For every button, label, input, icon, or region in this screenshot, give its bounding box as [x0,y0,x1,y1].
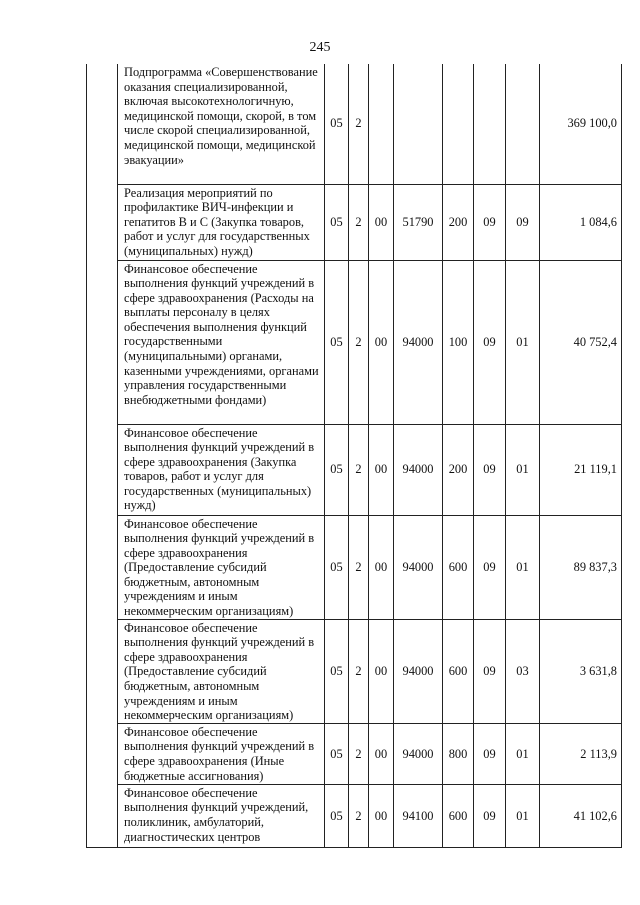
cell-program: 05 [325,723,349,784]
page-number: 245 [309,40,331,55]
cell-expense-type: 200 [443,424,474,515]
cell-subprogram: 2 [349,424,369,515]
cell-code: 00 [369,784,394,847]
cell-subsection: 01 [506,260,540,424]
cell-direction: 94000 [394,619,443,723]
row-description: Финансовое обеспечение выполнения функций учреждений, поликлиник, амбулаторий, диагностических центров [118,784,325,847]
table-row [87,184,622,260]
cell-subprogram: 2 [349,784,369,847]
cell-direction: 94000 [394,515,443,619]
cell-subprogram: 2 [349,260,369,424]
cell-code: 00 [369,424,394,515]
cell-section: 09 [474,515,506,619]
cell-subsection: 01 [506,784,540,847]
row-description: Финансовое обеспечение выполнения функций учреждений в сфере здравоохранения (Предоставление субсидий бюджетным, автономным учреждениям и иным некоммерческим организациям) [118,619,325,723]
cell-program: 05 [325,64,349,184]
cell-amount: 21 119,1 [540,424,622,515]
budget-table [86,64,622,848]
cell-section: 09 [474,184,506,260]
cell-expense-type: 100 [443,260,474,424]
cell-expense-type: 600 [443,515,474,619]
table-row [87,260,622,424]
cell-direction: 94000 [394,424,443,515]
cell-section: 09 [474,723,506,784]
cell-subsection: 01 [506,515,540,619]
table-row [87,515,622,619]
cell-subsection: 03 [506,619,540,723]
cell-code: 00 [369,515,394,619]
table-row [87,723,622,784]
cell-amount: 2 113,9 [540,723,622,784]
cell-code [369,64,394,184]
cell-subprogram: 2 [349,619,369,723]
cell-program: 05 [325,515,349,619]
cell-expense-type: 600 [443,619,474,723]
cell-code: 00 [369,184,394,260]
cell-program: 05 [325,260,349,424]
cell-section [474,64,506,184]
cell-expense-type [443,64,474,184]
cell-expense-type: 200 [443,184,474,260]
cell-expense-type: 800 [443,723,474,784]
cell-direction [394,64,443,184]
cell-subsection [506,64,540,184]
row-description: Подпрограмма «Совершенствование оказания специализированной, включая высокотехнологичную, медицинской помощи, скорой, в том числе скорой специализированной, медицинской помощи, медицинской эвакуации» [118,64,325,184]
cell-section: 09 [474,260,506,424]
cell-section: 09 [474,784,506,847]
cell-amount: 40 752,4 [540,260,622,424]
cell-subsection: 01 [506,723,540,784]
cell-subprogram: 2 [349,723,369,784]
row-description: Реализация мероприятий по профилактике ВИЧ-инфекции и гепатитов В и С (Закупка товаров, работ и услуг для государственных (муниципальных) нужд) [118,184,325,260]
cell-section: 09 [474,424,506,515]
cell-subsection: 09 [506,184,540,260]
table-row [87,424,622,515]
cell-section: 09 [474,619,506,723]
cell-program: 05 [325,424,349,515]
table-row [87,619,622,723]
row-description: Финансовое обеспечение выполнения функций учреждений в сфере здравоохранения (Закупка товаров, работ и услуг для государственных (муниципальных) нужд) [118,424,325,515]
cell-direction: 51790 [394,184,443,260]
cell-code: 00 [369,260,394,424]
row-description: Финансовое обеспечение выполнения функций учреждений в сфере здравоохранения (Расходы на выплаты персоналу в целях обеспечения выполнения функций государственными (муниципальными) органами, казенными учреждениями, органами управления государственными внебюджетными фондами) [118,260,325,424]
cell-amount: 1 084,6 [540,184,622,260]
cell-amount: 41 102,6 [540,784,622,847]
cell-program: 05 [325,784,349,847]
cell-direction: 94000 [394,723,443,784]
cell-direction: 94100 [394,784,443,847]
row-description: Финансовое обеспечение выполнения функций учреждений в сфере здравоохранения (Предоставление субсидий бюджетным, автономным учреждениям и иным некоммерческим организациям) [118,515,325,619]
cell-expense-type: 600 [443,784,474,847]
table-row [87,64,622,184]
cell-amount: 89 837,3 [540,515,622,619]
cell-subprogram: 2 [349,515,369,619]
cell-subprogram: 2 [349,64,369,184]
cell-subsection: 01 [506,424,540,515]
cell-program: 05 [325,184,349,260]
cell-direction: 94000 [394,260,443,424]
cell-subprogram: 2 [349,184,369,260]
cell-code: 00 [369,619,394,723]
row-description: Финансовое обеспечение выполнения функций учреждений в сфере здравоохранения (Иные бюджетные ассигнования) [118,723,325,784]
cell-amount: 369 100,0 [540,64,622,184]
cell-code: 00 [369,723,394,784]
cell-program: 05 [325,619,349,723]
table-row [87,784,622,847]
cell-amount: 3 631,8 [540,619,622,723]
